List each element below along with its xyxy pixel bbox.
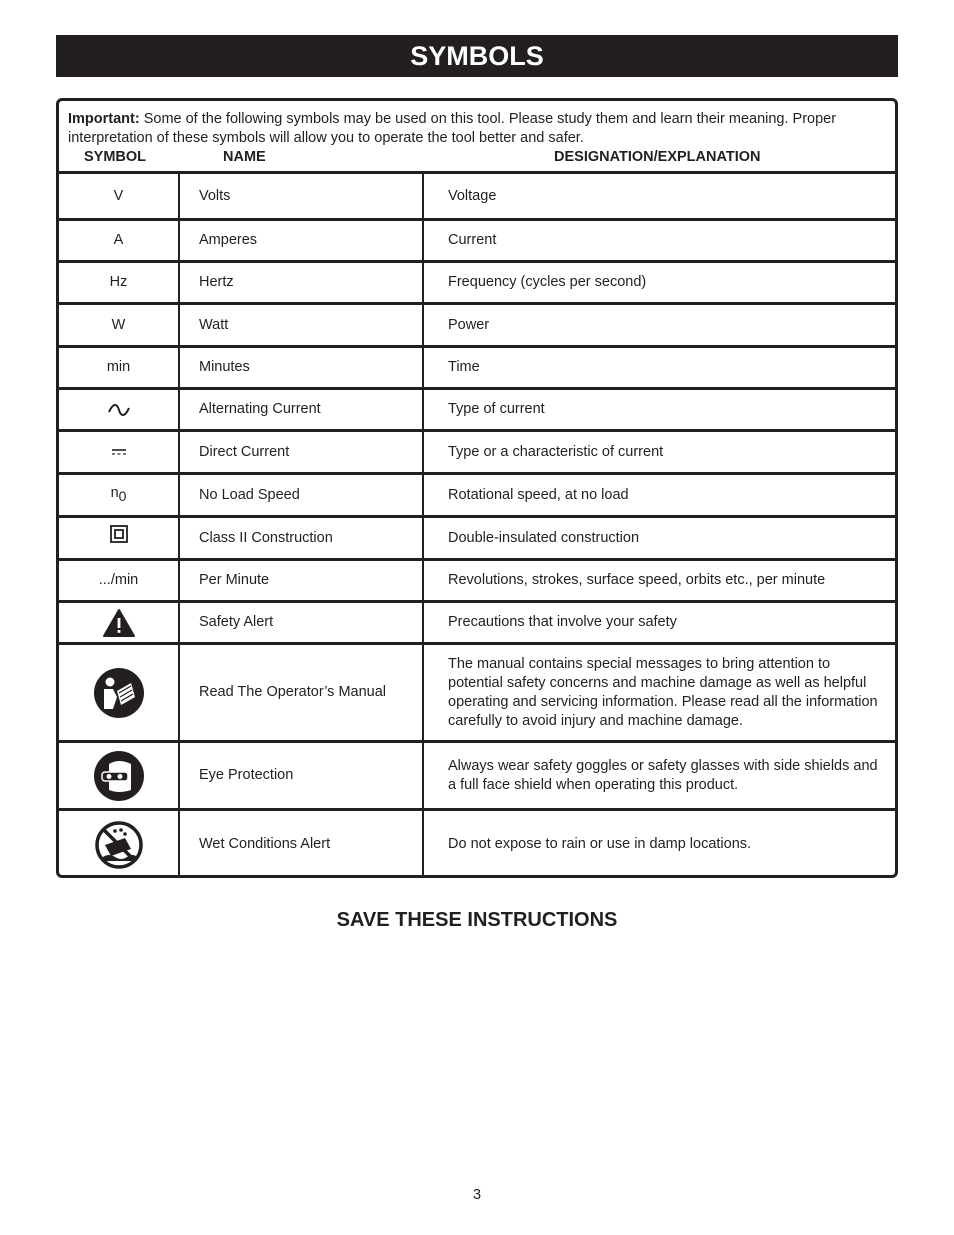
direct-current-icon (111, 447, 127, 457)
name-cell: Watt (199, 316, 229, 333)
safety-alert-icon (102, 608, 136, 638)
designation-cell: Precautions that involve your safety (448, 614, 677, 630)
symbol-volts: V (113, 187, 124, 204)
table-row (59, 518, 895, 561)
symbol-amperes: A (113, 232, 124, 248)
designation-cell: Rotational speed, at no load (448, 486, 629, 503)
alternating-current-icon (108, 403, 130, 417)
read-manual-icon (93, 667, 145, 719)
symbol-minutes: min (106, 359, 131, 375)
symbol-hertz: Hz (109, 274, 128, 290)
designation-cell: Always wear safety goggles or safety glasses with side shields and a full face shield when operating this product. (448, 757, 878, 793)
name-cell: Direct Current (199, 443, 290, 460)
table-row (59, 174, 895, 221)
symbol-per-minute: .../min (98, 572, 139, 588)
table-row (59, 603, 895, 645)
wet-conditions-icon (95, 821, 143, 869)
name-cell: Volts (199, 187, 231, 204)
page-title: SYMBOLS (56, 35, 898, 77)
intro-paragraph (68, 110, 894, 148)
header-designation: DESIGNATION/EXPLANATION (554, 149, 761, 165)
intro-important: Important: (68, 111, 140, 127)
eye-protection-icon (93, 750, 145, 802)
table-row (59, 475, 895, 518)
designation-cell: Voltage (448, 187, 497, 204)
symbols-table-box (56, 98, 898, 878)
name-cell: Minutes (199, 359, 250, 375)
header-symbol: SYMBOL (84, 149, 147, 165)
table-row (59, 263, 895, 305)
designation-cell: Current (448, 232, 497, 248)
name-cell: Per Minute (199, 572, 270, 588)
name-cell: Alternating Current (199, 401, 321, 417)
page-number: 3 (472, 1187, 482, 1203)
designation-cell: Double-insulated construction (448, 529, 640, 546)
table-row (59, 743, 895, 811)
name-cell: No Load Speed (199, 486, 300, 503)
table-row (59, 811, 895, 878)
designation-cell: Time (448, 359, 480, 375)
intro-text: Some of the following symbols may be used on this tool. Please study them and learn their meaning. Proper interpretation of these symbols will allow you to operate the tool better and safer. (68, 111, 837, 146)
name-cell: Class II Construction (199, 529, 333, 546)
symbol-no-load-speed: $n_0$ (110, 485, 127, 504)
symbol-watt: W (111, 316, 126, 333)
designation-cell: Power (448, 316, 490, 333)
table-row (59, 645, 895, 743)
designation-cell: Frequency (cycles per second) (448, 274, 647, 290)
save-instructions-heading: SAVE THESE INSTRUCTIONS (336, 909, 618, 931)
designation-cell: The manual contains special messages to bring attention to potential safety concerns and machine damage as well as helpful operating and servicing information. Please read all the information carefully to avoid injury and machine damage. (448, 655, 878, 729)
table-row (59, 221, 895, 263)
table-row (59, 561, 895, 603)
name-cell: Wet Conditions Alert (199, 836, 331, 852)
header-name: NAME (223, 149, 266, 165)
designation-cell: Type or a characteristic of current (448, 443, 664, 460)
table-row (59, 432, 895, 475)
table-row (59, 348, 895, 390)
class-ii-icon (110, 525, 128, 543)
designation-cell: Type of current (448, 401, 545, 417)
table-row (59, 305, 895, 348)
name-cell: Eye Protection (199, 767, 294, 783)
name-cell: Amperes (199, 232, 258, 248)
designation-cell: Do not expose to rain or use in damp locations. (448, 836, 752, 852)
name-cell: Hertz (199, 274, 234, 290)
name-cell: Safety Alert (199, 614, 274, 630)
name-cell: Read The Operator’s Manual (199, 684, 386, 700)
table-row (59, 390, 895, 432)
designation-cell: Revolutions, strokes, surface speed, orbits etc., per minute (448, 572, 826, 588)
